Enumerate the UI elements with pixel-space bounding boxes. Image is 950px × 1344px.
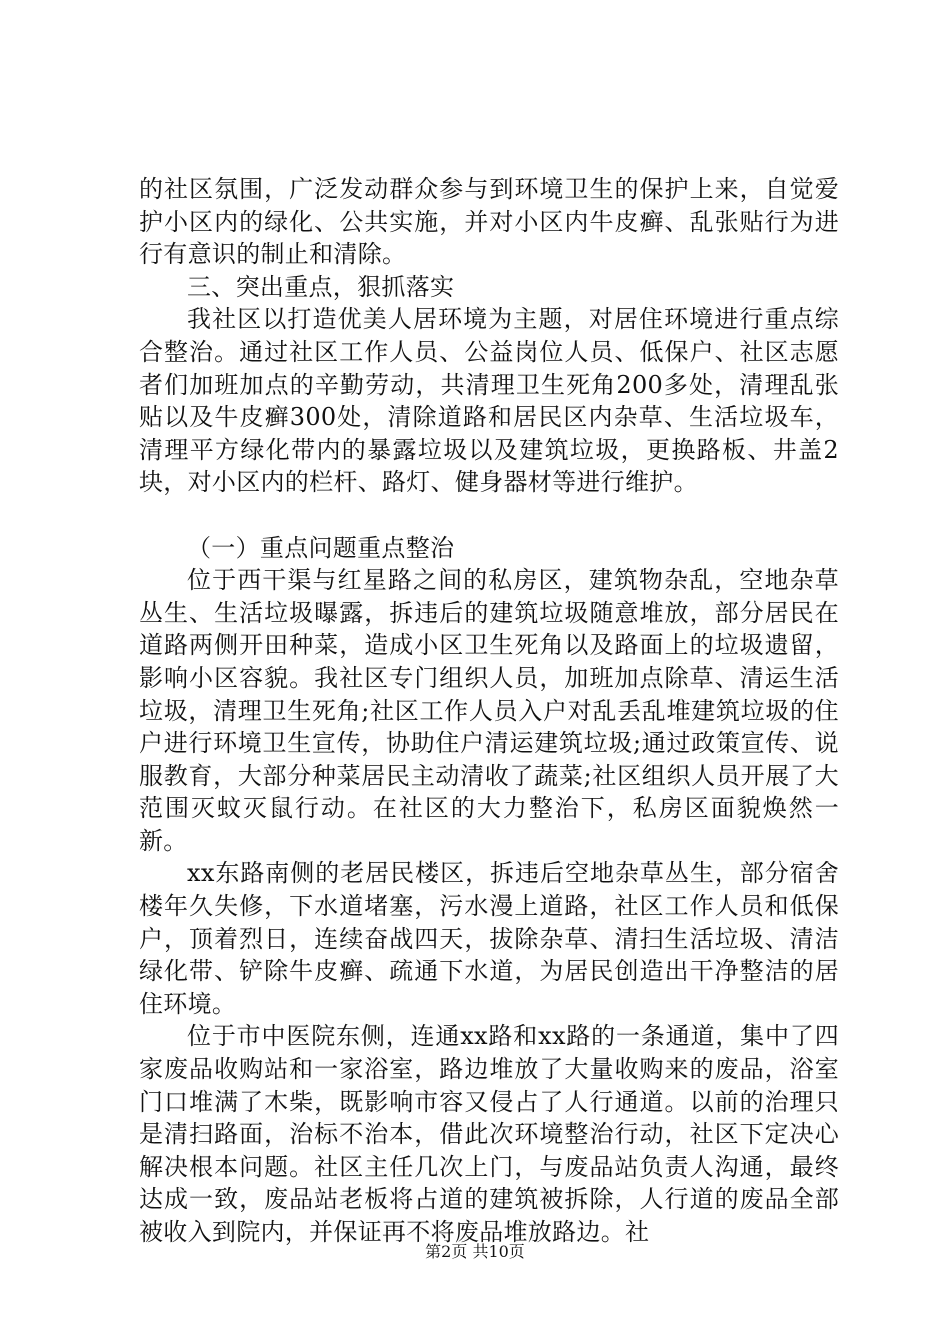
subsection-heading-1: （一）重点问题重点整治 (187, 533, 455, 562)
paragraph: 位于市中医院东侧，连通xx路和xx路的一条通道，集中了四家废品收购站和一家浴室，路边堆放了大量收购来的废品，浴室门口堆满了木柴，既影响市容又侵占了人行通道。以前的治理只是清扫路面，治标不治本，借此次环境整治行动，社区下定决心解决根本问题。社区主任几次上门，与废品站负责人沟通，最终达成一致，废品站老板将占道的建筑被拆除，人行道的废品全部被收入到院内，并保证再不将废品堆放路边。社 (139, 1022, 839, 1246)
blank-line (139, 499, 839, 532)
document-body (139, 173, 839, 1249)
section-heading-3: 三、突出重点，狠抓落实 (187, 272, 455, 301)
paragraph: 位于西干渠与红星路之间的私房区，建筑物杂乱，空地杂草丛生、生活垃圾曝露，拆违后的建筑垃圾随意堆放，部分居民在道路两侧开田种菜，造成小区卫生死角以及路面上的垃圾遗留，影响小区容貌。我社区专门组织人员，加班加点除草、清运生活垃圾，清理卫生死角;社区工作人员入户对乱丢乱堆建筑垃圾的住户进行环境卫生宣传，协助住户清运建筑垃圾;通过政策宣传、说服教育，大部分种菜居民主动清收了蔬菜;社区组织人员开展了大范围灭蚊灭鼠行动。在社区的大力整治下，私房区面貌焕然一新。 (139, 566, 839, 855)
paragraph: 我社区以打造优美人居环境为主题，对居住环境进行重点综合整治。通过社区工作人员、公益岗位人员、低保户、社区志愿者们加班加点的辛勤劳动，共清理卫生死角200多处，清理乱张贴以及牛皮癣300处，清除道路和居民区内杂草、生活垃圾车，清理平方绿化带内的暴露垃圾以及建筑垃圾，更换路板、井盖2块，对小区内的栏杆、路灯、健身器材等进行维护。 (139, 305, 839, 497)
paragraph-continuation: 的社区氛围，广泛发动群众参与到环境卫生的保护上来，自觉爱护小区内的绿化、公共实施，并对小区内牛皮癣、乱张贴行为进行有意识的制止和清除。 (139, 175, 839, 269)
paragraph: xx东路南侧的老居民楼区，拆违后空地杂草丛生，部分宿舍楼年久失修，下水道堵塞，污水漫上道路，社区工作人员和低保户，顶着烈日，连续奋战四天，拔除杂草、清扫生活垃圾、清洁绿化带、铲除牛皮癣、疏通下水道，为居民创造出干净整洁的居住环境。 (139, 859, 839, 1018)
page-footer: 第2页 共10页 (425, 1242, 525, 1261)
